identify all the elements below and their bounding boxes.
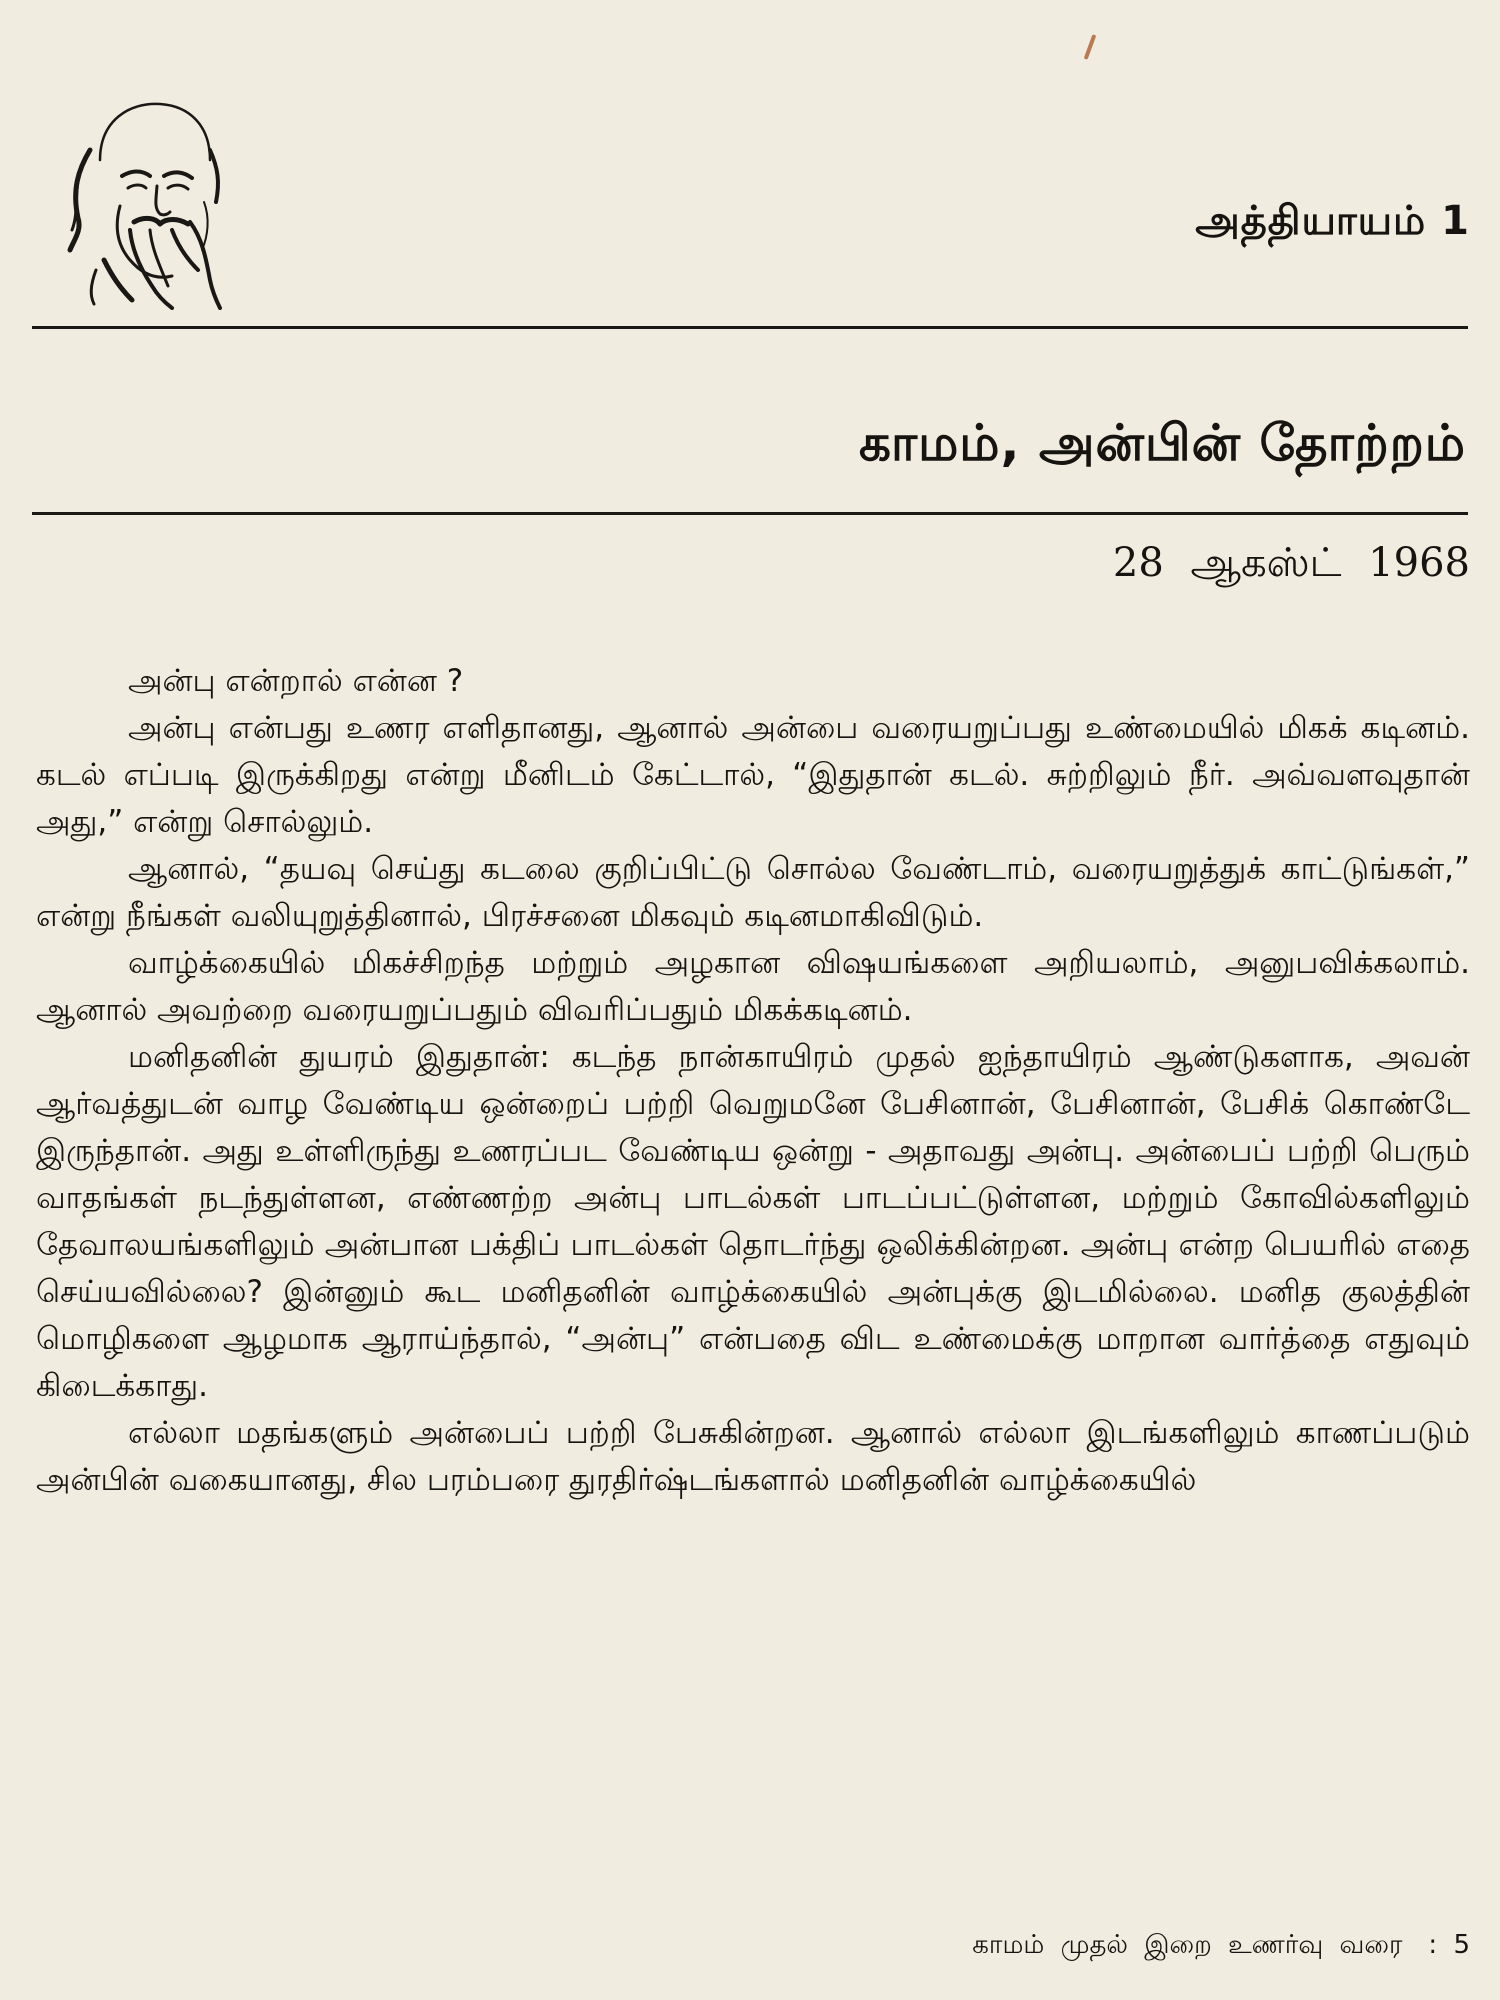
chapter-label: அத்தியாயம் 1 xyxy=(1195,198,1470,244)
paragraph: வாழ்க்கையில் மிகச்சிறந்த மற்றும் அழகான விஷயங்களை அறியலாம், அனுபவிக்கலாம். ஆனால் அவற்றை வரையறுப்பதும் விவரிப்பதும் மிகக்கடினம். xyxy=(36,945,1470,1028)
body-text xyxy=(36,658,1470,1504)
divider-top xyxy=(32,326,1468,329)
ink-mark xyxy=(1084,34,1097,60)
author-portrait-sketch xyxy=(60,90,230,310)
paragraph: அன்பு என்பது உணர எளிதானது, ஆனால் அன்பை வரையறுப்பது உண்மையில் மிகக் கடினம். கடல் எப்படி இருக்கிறது என்று மீனிடம் கேட்டால், “இதுதான் கடல். சுற்றிலும் நீர். அவ்வளவுதான் அது,” என்று சொல்லும். xyxy=(36,710,1470,840)
page-footer xyxy=(972,1930,1470,1963)
paragraph: எல்லா மதங்களும் அன்பைப் பற்றி பேசுகின்றன. ஆனால் எல்லா இடங்களிலும் காணப்படும் அன்பின் வகையானது, சில பரம்பரை துரதிர்ஷ்டங்களால் மனிதனின் வாழ்க்கையில் xyxy=(36,1415,1470,1498)
paragraph: அன்பு என்றால் என்ன ? xyxy=(128,663,464,699)
page-number: : 5 xyxy=(1428,1930,1470,1960)
chapter-title: காமம், அன்பின் தோற்றம் xyxy=(858,414,1466,472)
divider-bottom xyxy=(32,512,1468,515)
paragraph: ஆனால், “தயவு செய்து கடலை குறிப்பிட்டு சொல்ல வேண்டாம், வரையறுத்துக் காட்டுங்கள்,” என்று நீங்கள் வலியுறுத்தினால், பிரச்சனை மிகவும் கடினமாகிவிடும். xyxy=(36,851,1470,934)
chapter-date: 28 ஆகஸ்ட் 1968 xyxy=(1112,540,1470,586)
paragraph: மனிதனின் துயரம் இதுதான்: கடந்த நான்காயிரம் முதல் ஐந்தாயிரம் ஆண்டுகளாக, அவன் ஆர்வத்துடன் வாழ வேண்டிய ஒன்றைப் பற்றி வெறுமனே பேசினான், பேசினான், பேசிக் கொண்டே இருந்தான். அது உள்ளிருந்து உணரப்பட வேண்டிய ஒன்று - அதாவது அன்பு. அன்பைப் பற்றி பெரும் வாதங்கள் நடந்துள்ளன, எண்ணற்ற அன்பு பாடல்கள் பாடப்பட்டுள்ளன, மற்றும் கோவில்களிலும் தேவாலயங்களிலும் அன்பான பக்திப் பாடல்கள் தொடர்ந்து ஒலிக்கின்றன. அன்பு என்ற பெயரில் எதை செய்யவில்லை? இன்னும் கூட மனிதனின் வாழ்க்கையில் அன்புக்கு இடமில்லை. மனித குலத்தின் மொழிகளை ஆழமாக ஆராய்ந்தால், “அன்பு” என்பதை விட உண்மைக்கு மாறான வார்த்தை எதுவும் கிடைக்காது. xyxy=(36,1039,1471,1404)
footer-book-title: காமம் முதல் இறை உணர்வு வரை xyxy=(972,1930,1403,1960)
